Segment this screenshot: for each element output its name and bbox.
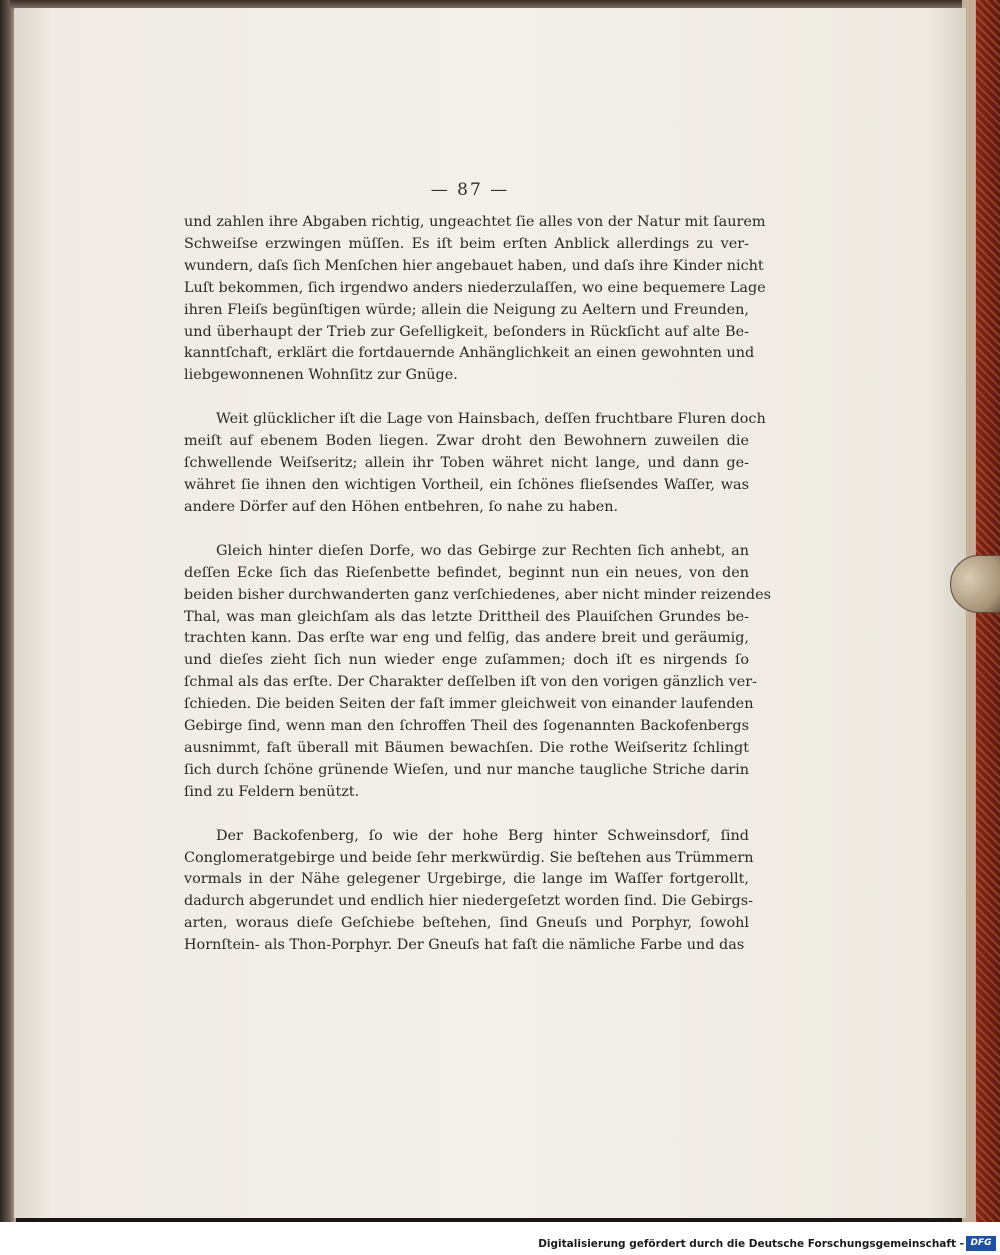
- funding-notice: Digitalisierung gefördert durch die Deutsche Forschungsgemeinschaft -: [538, 1238, 964, 1250]
- text-line: meiſt auf ebenem Boden liegen. Zwar droht den Bewohnern zuweilen die: [184, 433, 749, 450]
- text-line: und zahlen ihre Abgaben richtig, ungeachtet ſie alles von der Natur mit ſaurem: [184, 214, 766, 230]
- text-line: ſchieden. Die beiden Seiten der faſt immer gleichweit von einander laufenden: [184, 696, 754, 713]
- text-line: ſich durch ſchöne grünende Wieſen, und nur manche taugliche Striche darin: [184, 761, 749, 778]
- book-page: [14, 8, 966, 1218]
- text-line: Weit glücklicher iſt die Lage von Hainsbach, deſſen fruchtbare Fluren doch: [216, 411, 766, 428]
- paragraph-gap: [184, 804, 749, 826]
- page-text: [184, 212, 771, 957]
- text-line: Gebirge ſind, wenn man den ſchroffen Theil des ſogenannten Backofenbergs: [184, 718, 749, 735]
- text-line: andere Dörfer auf den Höhen entbehren, ſo nahe zu haben.: [184, 498, 619, 515]
- text-line: Thal, was man gleichſam als das letzte Drittheil des Plauiſchen Grundes be-: [184, 608, 749, 625]
- text-line: ausnimmt, faſt überall mit Bäumen bewachſen. Die rothe Weiſseritz ſchlingt: [184, 739, 749, 756]
- text-line: und dieſes zieht ſich nun wieder enge zuſammen; doch iſt es nirgends ſo: [184, 652, 749, 669]
- text-line: beiden bisher durchwanderten ganz verſchiedenes, aber nicht minder reizendes: [184, 586, 771, 603]
- text-line: wundern, daſs ſich Menſchen hier angebauet haben, und daſs ihre Kinder nicht: [184, 257, 764, 274]
- text-line: Hornſtein- als Thon-Porphyr. Der Gneuſs hat faſt die nämliche Farbe und das: [184, 937, 745, 954]
- text-line: trachten kann. Das erſte war eng und felſig, das andere breit und geräumig,: [184, 630, 749, 647]
- dfg-logo: DFG: [966, 1236, 996, 1251]
- text-line: dadurch abgerundet und endlich hier niedergeſetzt worden ſind. Die Gebirgs-: [184, 893, 754, 910]
- paragraph-gap: [184, 387, 749, 409]
- text-line: vormals in der Nähe gelegener Urgebirge, die lange im Waſſer fortgerollt,: [184, 871, 749, 888]
- text-line: deſſen Ecke ſich das Rieſenbette befindet, beginnt nun ein neues, von den: [184, 564, 749, 581]
- text-line: ſchmal als das erſte. Der Charakter deſſelben iſt von den vorigen gänzlich ver-: [184, 674, 757, 691]
- text-line: kanntſchaft, erklärt die fortdauernde Anhänglichkeit an einen gewohnten und: [184, 345, 755, 362]
- text-line: Der Backofenberg, ſo wie der hohe Berg hinter Schweinsdorf, ſind: [216, 827, 749, 844]
- text-line: Schweiſse erzwingen müſſen. Es iſt beim erſten Anblick allerdings zu ver-: [184, 235, 749, 252]
- footer-bar: [0, 1222, 1000, 1255]
- text-line: Conglomeratgebirge und beide ſehr merkwürdig. Sie beſtehen aus Trümmern: [184, 849, 754, 866]
- text-line: ſind zu Feldern benützt.: [184, 783, 360, 800]
- text-line: währet ſie ihnen den wichtigen Vortheil, ein ſchönes flieſsendes Waſſer, was: [184, 476, 749, 493]
- page-number: — 87 —: [430, 180, 510, 200]
- text-line: ihren Fleiſs begünſtigen würde; allein die Neigung zu Aeltern und Freunden,: [184, 301, 749, 318]
- text-line: Gleich hinter dieſen Dorfe, wo das Gebirge zur Rechten ſich anhebt, an: [216, 542, 749, 559]
- text-line: liebgewonnenen Wohnſitz zur Gnüge.: [184, 367, 458, 384]
- paragraph-gap: [184, 519, 749, 541]
- text-line: ſchwellende Weiſseritz; allein ihr Toben währet nicht lange, und dann ge-: [184, 455, 749, 472]
- text-line: und überhaupt der Trieb zur Geſelligkeit, beſonders in Rückſicht auf alte Be-: [184, 323, 749, 340]
- text-line: Luſt bekommen, ſich irgendwo anders niederzulaſſen, wo eine bequemere Lage: [184, 279, 766, 296]
- book-clasp: [950, 555, 1000, 613]
- text-line: arten, woraus dieſe Geſchiebe beſtehen, ſind Gneuſs und Porphyr, ſowohl: [184, 915, 749, 932]
